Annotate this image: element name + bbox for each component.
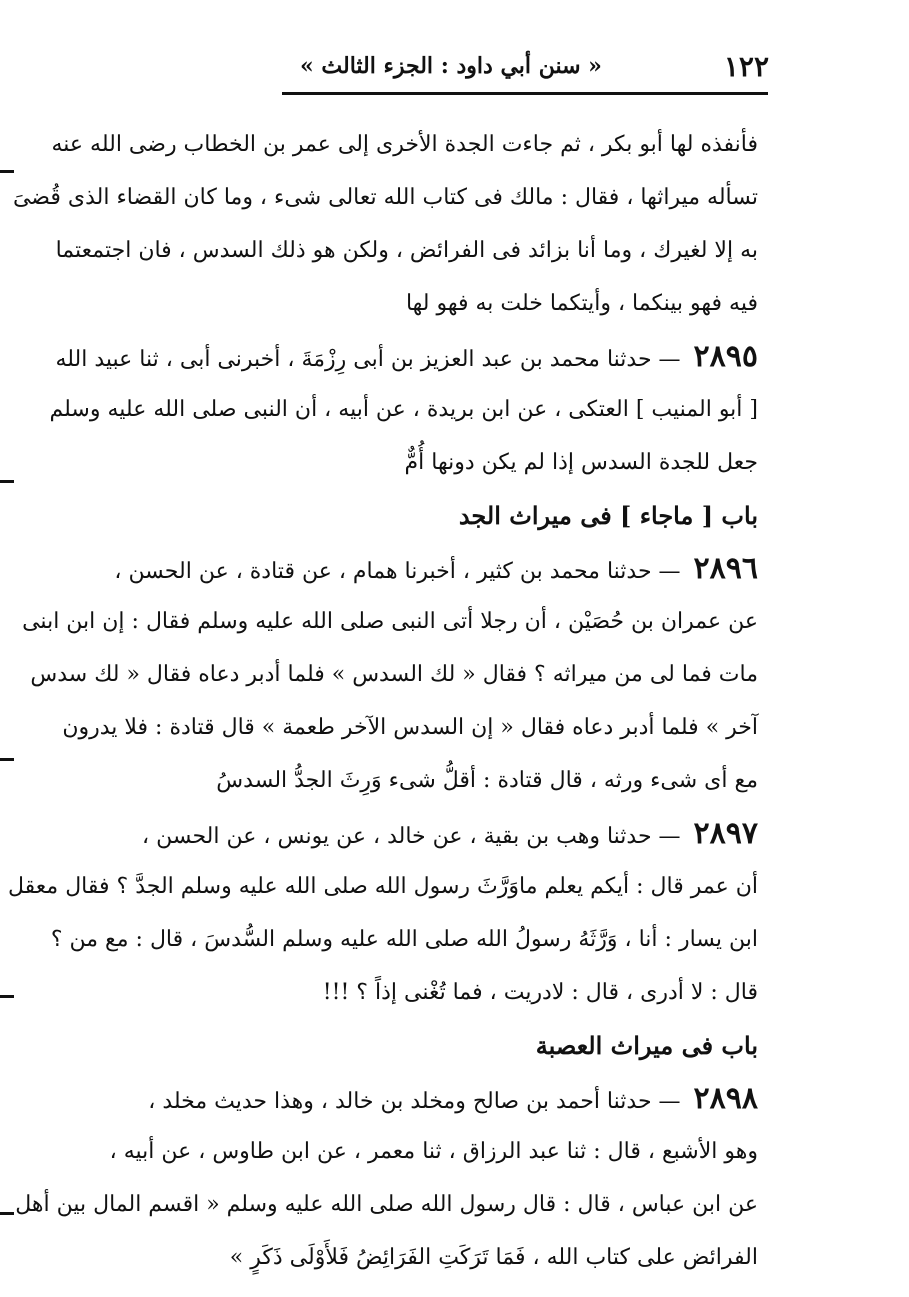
hadith-number: ٢٨٩٨ bbox=[693, 1081, 758, 1116]
text-line: عن عمران بن حُصَيْن ، أن رجلا أتى النبى صلى الله عليه وسلم فقال : إن ابن ابنى bbox=[22, 609, 758, 634]
text-line: آخر » فلما أدبر دعاه فقال « إن السدس الآخر طعمة » قال قتادة : فلا يدرون bbox=[62, 715, 758, 740]
line-text: — حدثنا محمد بن كثير ، أخبرنا همام ، عن قتادة ، عن الحسن ، bbox=[114, 559, 688, 584]
line-text: — حدثنا محمد بن عبد العزيز بن أبى رِزْمَةَ ، أخبرنى أبى ، ثنا عبيد الله bbox=[55, 347, 688, 372]
page-number: ١٢٢ bbox=[723, 49, 769, 83]
body-text bbox=[8, 118, 758, 1284]
text-line: جعل للجدة السدس إذا لم يكن دونها أُمٌّ bbox=[404, 450, 758, 475]
text-line: مع أى شىء ورثه ، قال قتادة : أقلُّ شىء وَرِثَ الجدُّ السدسُ bbox=[216, 768, 758, 793]
text-line: عن ابن عباس ، قال : قال رسول الله صلى الله عليه وسلم « اقسم المال بين أهل bbox=[15, 1192, 758, 1217]
page-header bbox=[300, 44, 769, 88]
margin-mark bbox=[0, 995, 14, 998]
text-line: الفرائض على كتاب الله ، فَمَا تَرَكَتِ الفَرَائِضُ فَلأَوْلَى ذَكَرٍ » bbox=[229, 1245, 758, 1270]
text-line: أن عمر قال : أيكم يعلم ماوَرَّثَ رسول الله صلى الله عليه وسلم الجدَّ ؟ فقال معقل bbox=[8, 874, 758, 899]
margin-mark bbox=[0, 480, 14, 483]
text-line: فيه فهو بينكما ، وأيتكما خلت به فهو لها bbox=[405, 291, 758, 316]
margin-mark bbox=[0, 758, 14, 761]
line-text: — حدثنا أحمد بن صالح ومخلد بن خالد ، وهذا حديث مخلد ، bbox=[148, 1089, 688, 1114]
hadith-number: ٢٨٩٥ bbox=[693, 339, 758, 374]
text-line: وهو الأشبع ، قال : ثنا عبد الرزاق ، ثنا معمر ، عن ابن طاوس ، عن أبيه ، bbox=[109, 1139, 758, 1164]
text-line: تسأله ميراثها ، فقال : مالك فى كتاب الله تعالى شىء ، وما كان القضاء الذى قُضىَ bbox=[12, 185, 758, 210]
hadith-number: ٢٨٩٧ bbox=[693, 816, 758, 851]
hadith-number: ٢٨٩٦ bbox=[693, 551, 758, 586]
hadith-start-line bbox=[100, 542, 758, 595]
hadith-start-line bbox=[100, 1072, 758, 1125]
text-line: [ أبو المنيب ] العتكى ، عن ابن بريدة ، عن أبيه ، أن النبى صلى الله عليه وسلم bbox=[49, 397, 758, 422]
hadith-start-line bbox=[55, 330, 758, 383]
margin-mark bbox=[0, 170, 14, 173]
text-line: قال : لا أدرى ، قال : لادريت ، فما تُغْنى إذاً ؟ !!! bbox=[322, 980, 758, 1005]
text-line: فأنفذه لها أبو بكر ، ثم جاءت الجدة الأخرى إلى عمر بن الخطاب رضى الله عنه bbox=[51, 132, 758, 157]
text-line: به إلا لغيرك ، وما أنا بزائد فى الفرائض ، ولكن هو ذلك السدس ، فان اجتمعتما bbox=[55, 238, 758, 263]
text-line: ابن يسار : أنا ، وَرَّثَهُ رسولُ الله صلى الله عليه وسلم السُّدسَ ، قال : مع من ؟ bbox=[50, 927, 758, 952]
section-heading: باب فى ميراث العصبة bbox=[535, 1031, 758, 1060]
line-text: — حدثنا وهب بن بقية ، عن خالد ، عن يونس ، عن الحسن ، bbox=[142, 824, 688, 849]
margin-mark bbox=[0, 1212, 14, 1215]
section-heading: باب [ ماجاء ] فى ميراث الجد bbox=[458, 501, 758, 530]
header-rule bbox=[282, 92, 768, 95]
hadith-start-line bbox=[100, 807, 758, 860]
running-title: « سنن أبي داود : الجزء الثالث » bbox=[300, 53, 602, 79]
text-line: مات فما لى من ميراثه ؟ فقال « لك السدس » فلما أدبر دعاه فقال « لك سدس bbox=[30, 662, 758, 687]
